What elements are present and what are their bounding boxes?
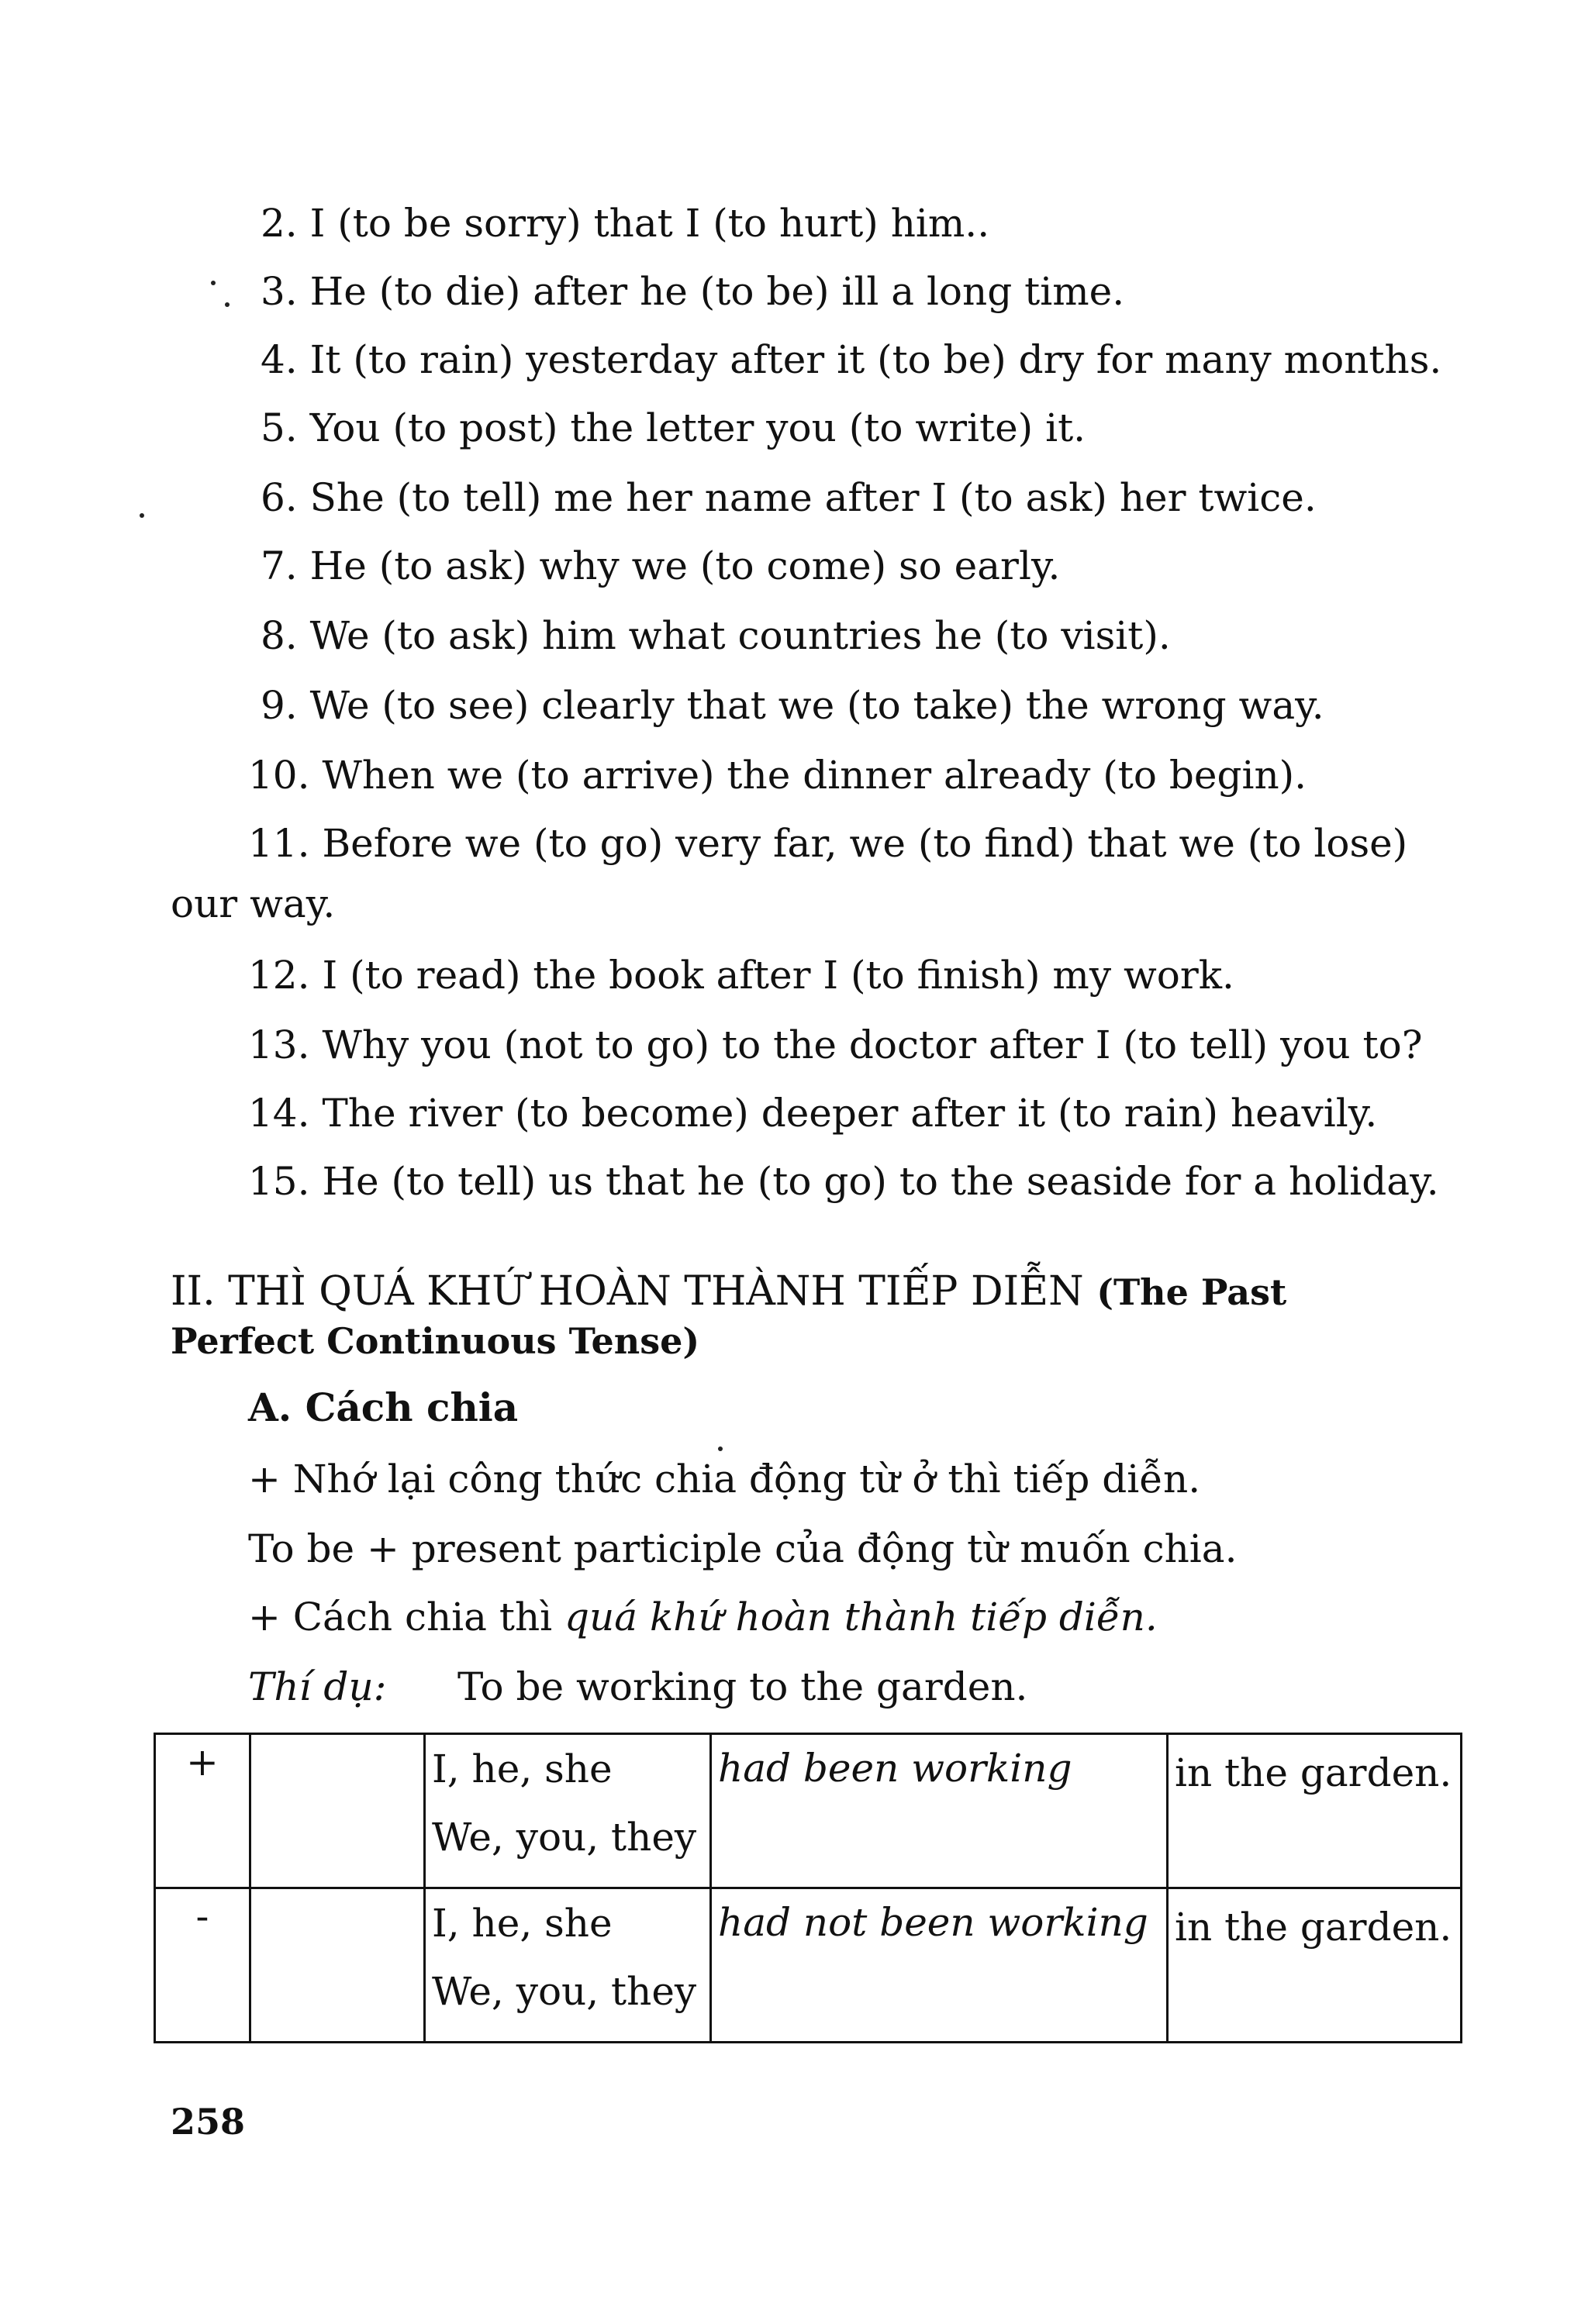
example-label: Thí dụ: (248, 1664, 387, 1709)
exercise-text: He (to tell) us that he (to go) to the seaside for a holiday. (322, 1159, 1439, 1204)
exercise-number: 3. (261, 269, 298, 314)
rule-line: To be + present participle của động từ muốn chia. (248, 1526, 1238, 1571)
place-cell: in the garden. (1168, 1734, 1462, 1888)
exercise-number: 2. (261, 201, 298, 246)
exercise-text: We (to see) clearly that we (to take) the wrong way. (309, 683, 1324, 728)
exercise-text: Before we (to go) very far, we (to find) that we (to lose) (322, 821, 1408, 866)
conjugation-table (154, 1733, 1462, 2043)
section-heading (171, 1268, 1286, 1315)
empty-cell (250, 1734, 425, 1888)
scan-speck (140, 513, 144, 518)
exercise-text: The river (to become) deeper after it (to rain) heavily. (322, 1091, 1378, 1136)
exercise-item (261, 474, 1317, 521)
section-heading-en: (The Past (1096, 1271, 1287, 1313)
exercise-item (261, 543, 1060, 589)
subject-cell: I, he, she We, you, they (425, 1888, 711, 2043)
exercise-text: We (to ask) him what countries he (to visit). (309, 613, 1171, 658)
exercise-number: 10. (248, 753, 310, 798)
exercise-number: 5. (261, 405, 298, 450)
exercise-item (261, 612, 1171, 659)
exercise-number: 9. (261, 683, 298, 728)
exercise-item (248, 752, 1307, 798)
section-heading-continued: Perfect Continuous Tense) (171, 1320, 700, 1362)
exercise-number: 13. (248, 1022, 310, 1067)
subheading: A. Cách chia (248, 1384, 519, 1430)
sign-cell: - (155, 1888, 250, 2043)
exercise-text: I (to be sorry) that I (to hurt) him.. (309, 201, 990, 246)
exercise-number: 8. (261, 613, 298, 658)
exercise-item (248, 1090, 1377, 1136)
table-row (155, 1734, 1462, 1888)
place-cell: in the garden. (1168, 1888, 1462, 2043)
exercise-text: He (to die) after he (to be) ill a long time. (309, 269, 1125, 314)
verb-cell: had been working (711, 1734, 1168, 1888)
rule-line: + Cách chia thì quá khứ hoàn thành tiếp diễn. (248, 1595, 1158, 1640)
exercise-item (248, 1022, 1423, 1068)
exercise-number: 6. (261, 475, 298, 520)
exercise-text: She (to tell) me her name after I (to ask) her twice. (309, 475, 1317, 520)
exercise-number: 4. (261, 337, 298, 382)
exercise-item (261, 682, 1324, 729)
exercise-number: 15. (248, 1159, 310, 1204)
scan-speck (225, 302, 230, 307)
exercise-item (248, 820, 1407, 867)
example-line (248, 1664, 387, 1710)
exercise-text: He (to ask) why we (to come) so early. (309, 543, 1061, 588)
exercise-item (261, 268, 1124, 315)
exercise-number: 11. (248, 821, 310, 866)
scan-speck (211, 281, 216, 285)
exercise-item (248, 952, 1234, 998)
exercise-text: When we (to arrive) the dinner already (to begin). (322, 753, 1307, 798)
exercise-text: I (to read) the book after I (to finish) my work. (322, 953, 1234, 998)
rule-line: + Nhớ lại công thức chia động từ ở thì tiếp diễn. (248, 1457, 1201, 1502)
exercise-text: Why you (not to go) to the doctor after I (to tell) you to? (322, 1022, 1423, 1067)
exercise-number: 12. (248, 953, 310, 998)
exercise-item (261, 405, 1086, 451)
exercise-text: It (to rain) yesterday after it (to be) dry for many months. (309, 337, 1442, 382)
page-number: 258 (171, 2101, 246, 2143)
verb-cell: had not been working (711, 1888, 1168, 2043)
exercise-number: 7. (261, 543, 298, 588)
section-heading-vi: II. THÌ QUÁ KHỨ HOÀN THÀNH TIẾP DIỄN (171, 1268, 1084, 1315)
sign-cell: + (155, 1734, 250, 1888)
subject-cell: I, he, she We, you, they (425, 1734, 711, 1888)
exercise-text: You (to post) the letter you (to write) it. (309, 405, 1086, 450)
tense-name: quá khứ hoàn thành tiếp diễn. (564, 1595, 1158, 1640)
exercise-item (261, 336, 1441, 383)
exercise-item (248, 1158, 1439, 1205)
table-row (155, 1888, 1462, 2043)
exercise-item (261, 200, 989, 247)
exercise-continuation: our way. (171, 881, 336, 926)
scan-speck (718, 1446, 723, 1451)
empty-cell (250, 1888, 425, 2043)
exercise-number: 14. (248, 1091, 310, 1136)
example-text: To be working to the garden. (457, 1664, 1028, 1709)
